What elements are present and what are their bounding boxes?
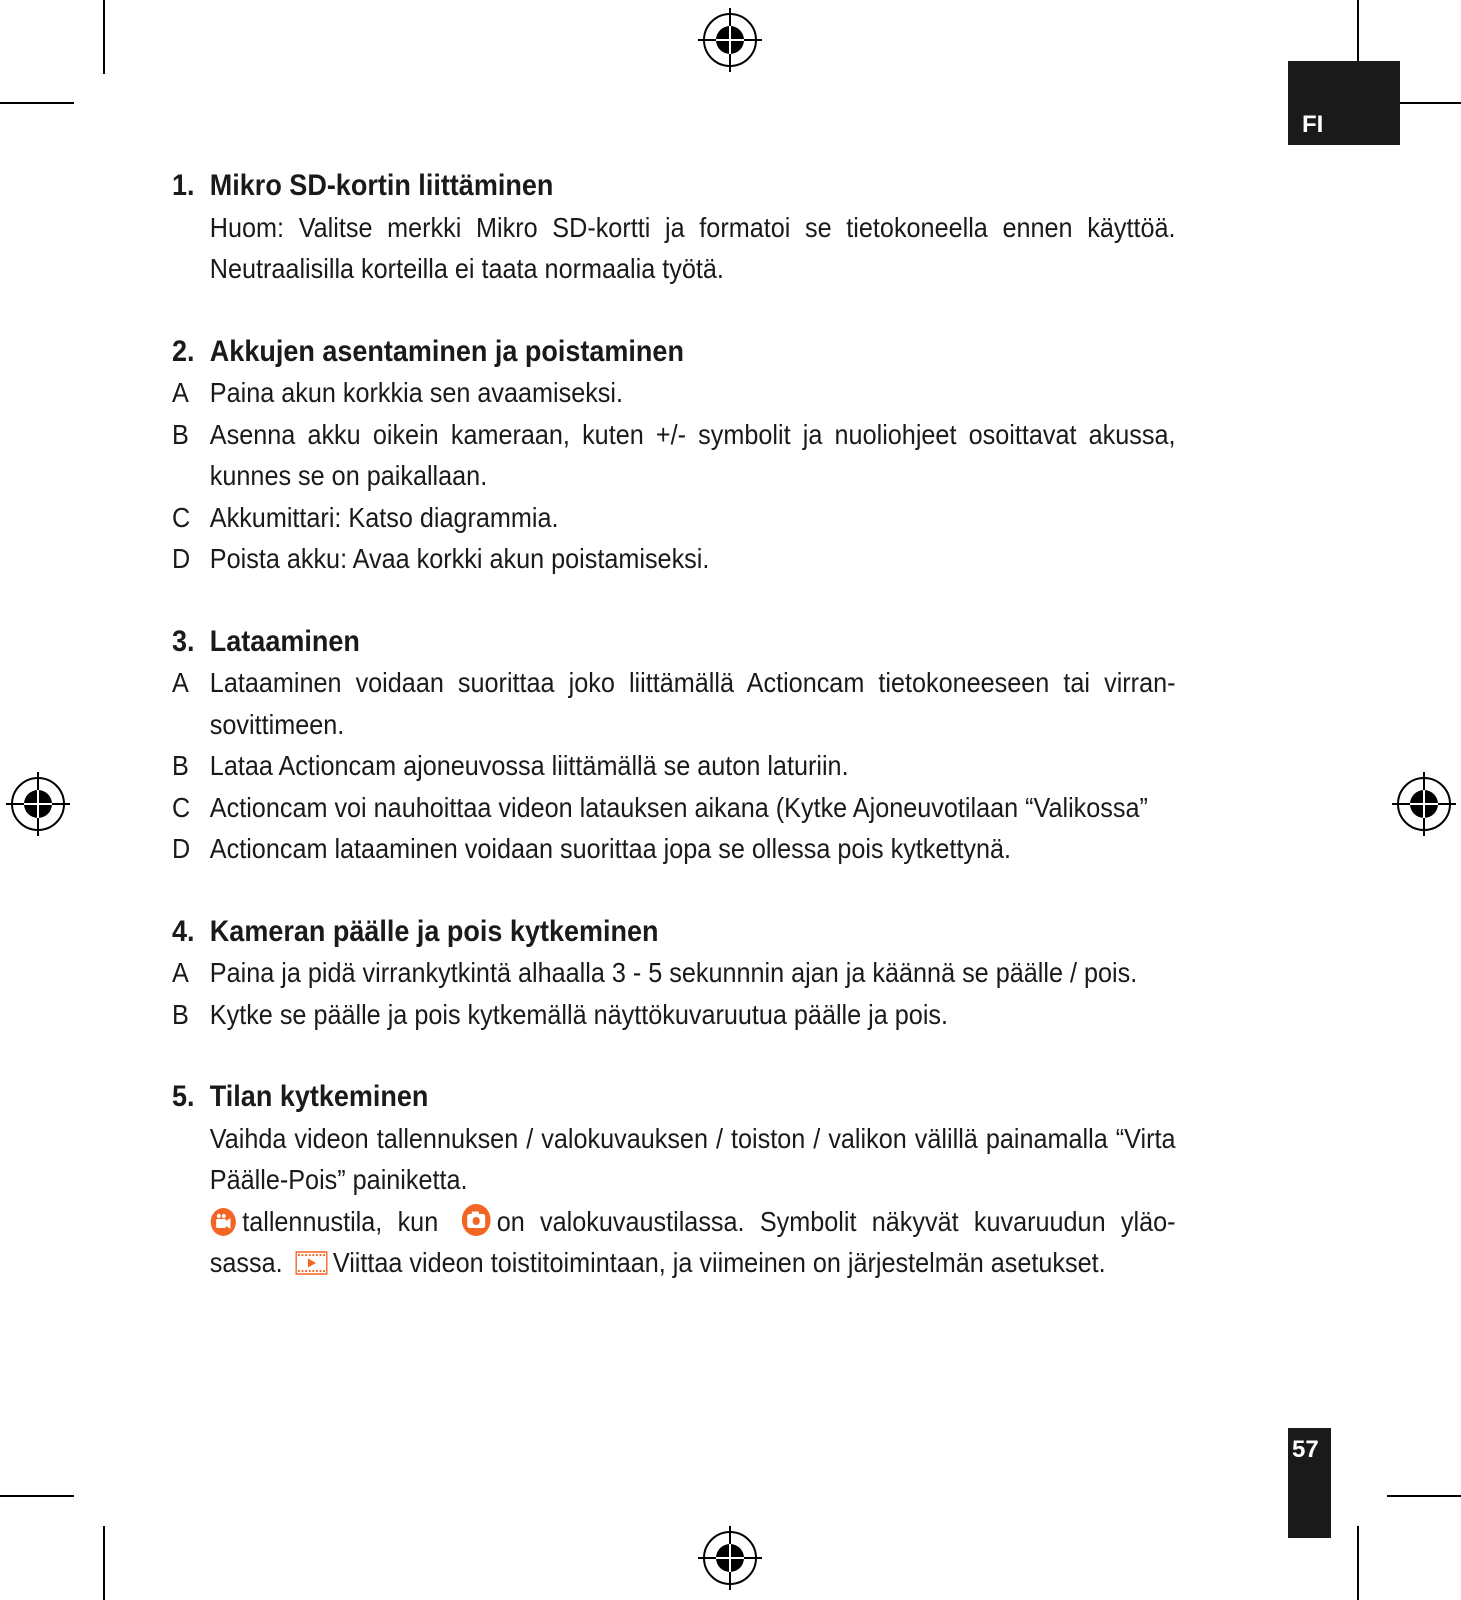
playback-mode-icon [295,1251,327,1275]
registration-mark-icon [1392,772,1456,836]
page-number-tab [1288,1428,1331,1538]
mode-text: tallennustila, kun [242,1205,439,1237]
section-3 [172,621,1176,870]
paragraph [172,207,1176,290]
crop-mark [1387,1495,1461,1497]
item-letter: A [172,957,189,988]
item-letter: B [172,418,189,450]
crop-mark [103,0,105,74]
section-heading [172,911,1176,953]
list-item [172,994,1176,1036]
section-title: Lataaminen [209,624,360,658]
list-item [172,538,1176,580]
mode-text: on valokuvaustilassa. Symbolit näkyvät kuvaruudun yläo-sassa. [209,1205,1176,1278]
section-number: 5. [172,1080,195,1113]
section-heading [172,621,1176,663]
list-item [172,372,1176,414]
page-number: 57 [1292,1436,1319,1463]
registration-mark-icon [698,8,762,72]
list-item [172,414,1176,497]
document-body [172,165,1176,1325]
item-letter: C [172,501,191,533]
item-letter: D [172,833,191,864]
item-letter: B [172,998,189,1030]
item-letter: C [172,791,191,823]
item-letter: D [172,543,191,574]
list-item [172,952,1176,994]
language-tab [1288,61,1400,145]
video-mode-icon [210,1207,237,1237]
section-heading [172,331,1176,373]
crop-mark [0,102,74,104]
item-text: Akkumittari: Katso diagrammia. [209,501,559,533]
section-title: Akkujen asentaminen ja poistaminen [209,334,684,368]
section-number: 3. [172,624,195,658]
item-text: Actioncam lataaminen voidaan suorittaa jopa se ollessa pois kytkettynä. [209,833,1012,864]
paragraph [172,1201,1176,1284]
crop-mark [0,1495,74,1497]
item-text: Kytke se päälle ja pois kytkemällä näyttökuvaruutua päälle ja pois. [209,998,949,1030]
section-title: Kameran päälle ja pois kytkeminen [209,914,659,948]
item-text: Asenna akku oikein kameraan, kuten +/- symbolit ja nuoliohjeet osoittavat akussa, kunnes se on paikallaan. [209,418,1176,491]
section-heading [172,1076,1176,1118]
section-2 [172,331,1176,580]
paragraph-text: Vaihda videon tallennuksen / valokuvauksen / toiston / valikon välillä painamalla “Virta Päälle-Pois” painiketta. [209,1122,1176,1195]
crop-mark [1357,1526,1359,1600]
section-number: 4. [172,914,195,948]
photo-mode-icon [461,1203,492,1237]
item-text: Actioncam voi nauhoittaa videon latauksen aikana (Kytke Ajoneuvotilaan “Valikossa” [209,791,1148,823]
paragraph-text [210,1201,1176,1284]
registration-mark-icon [6,772,70,836]
section-4 [172,911,1176,1036]
section-number: 2. [172,334,195,368]
paragraph [172,1118,1176,1201]
list-item [172,745,1176,787]
section-heading [172,165,1176,207]
item-text: Paina ja pidä virrankytkintä alhaalla 3 - 5 sekunnnin ajan ja käännä se päälle / pois. [209,957,1138,988]
list-item [172,497,1176,539]
item-text: Poista akku: Avaa korkki akun poistamiseksi. [209,543,710,574]
crop-mark [103,1526,105,1600]
list-item [172,828,1176,870]
section-title: Mikro SD-kortin liittäminen [209,169,554,202]
list-item [172,787,1176,829]
note-text: Huom: Valitse merkki Mikro SD-kortti ja formatoi se tietokoneella ennen käyttöä. Neutraalisilla korteilla ei taata normaalia työtä. [209,211,1176,284]
language-code: FI [1302,111,1324,138]
mode-text: Viittaa videon toistitoimintaan, ja viimeinen on järjestelmän asetukset. [332,1247,1106,1278]
section-number: 1. [172,169,195,202]
list-item [172,662,1176,745]
item-text: Paina akun korkkia sen avaamiseksi. [209,377,624,408]
item-letter: A [172,377,189,408]
section-title: Tilan kytkeminen [209,1080,429,1113]
item-text: Lataa Actioncam ajoneuvossa liittämällä se auton laturiin. [209,750,849,781]
section-1 [172,165,1176,290]
item-letter: A [172,667,189,698]
item-text: Lataaminen voidaan suorittaa joko liittämällä Actioncam tietokoneeseen tai virran-sovittimeen. [209,667,1176,740]
item-letter: B [172,750,189,781]
section-5 [172,1076,1176,1284]
registration-mark-icon [698,1526,762,1590]
